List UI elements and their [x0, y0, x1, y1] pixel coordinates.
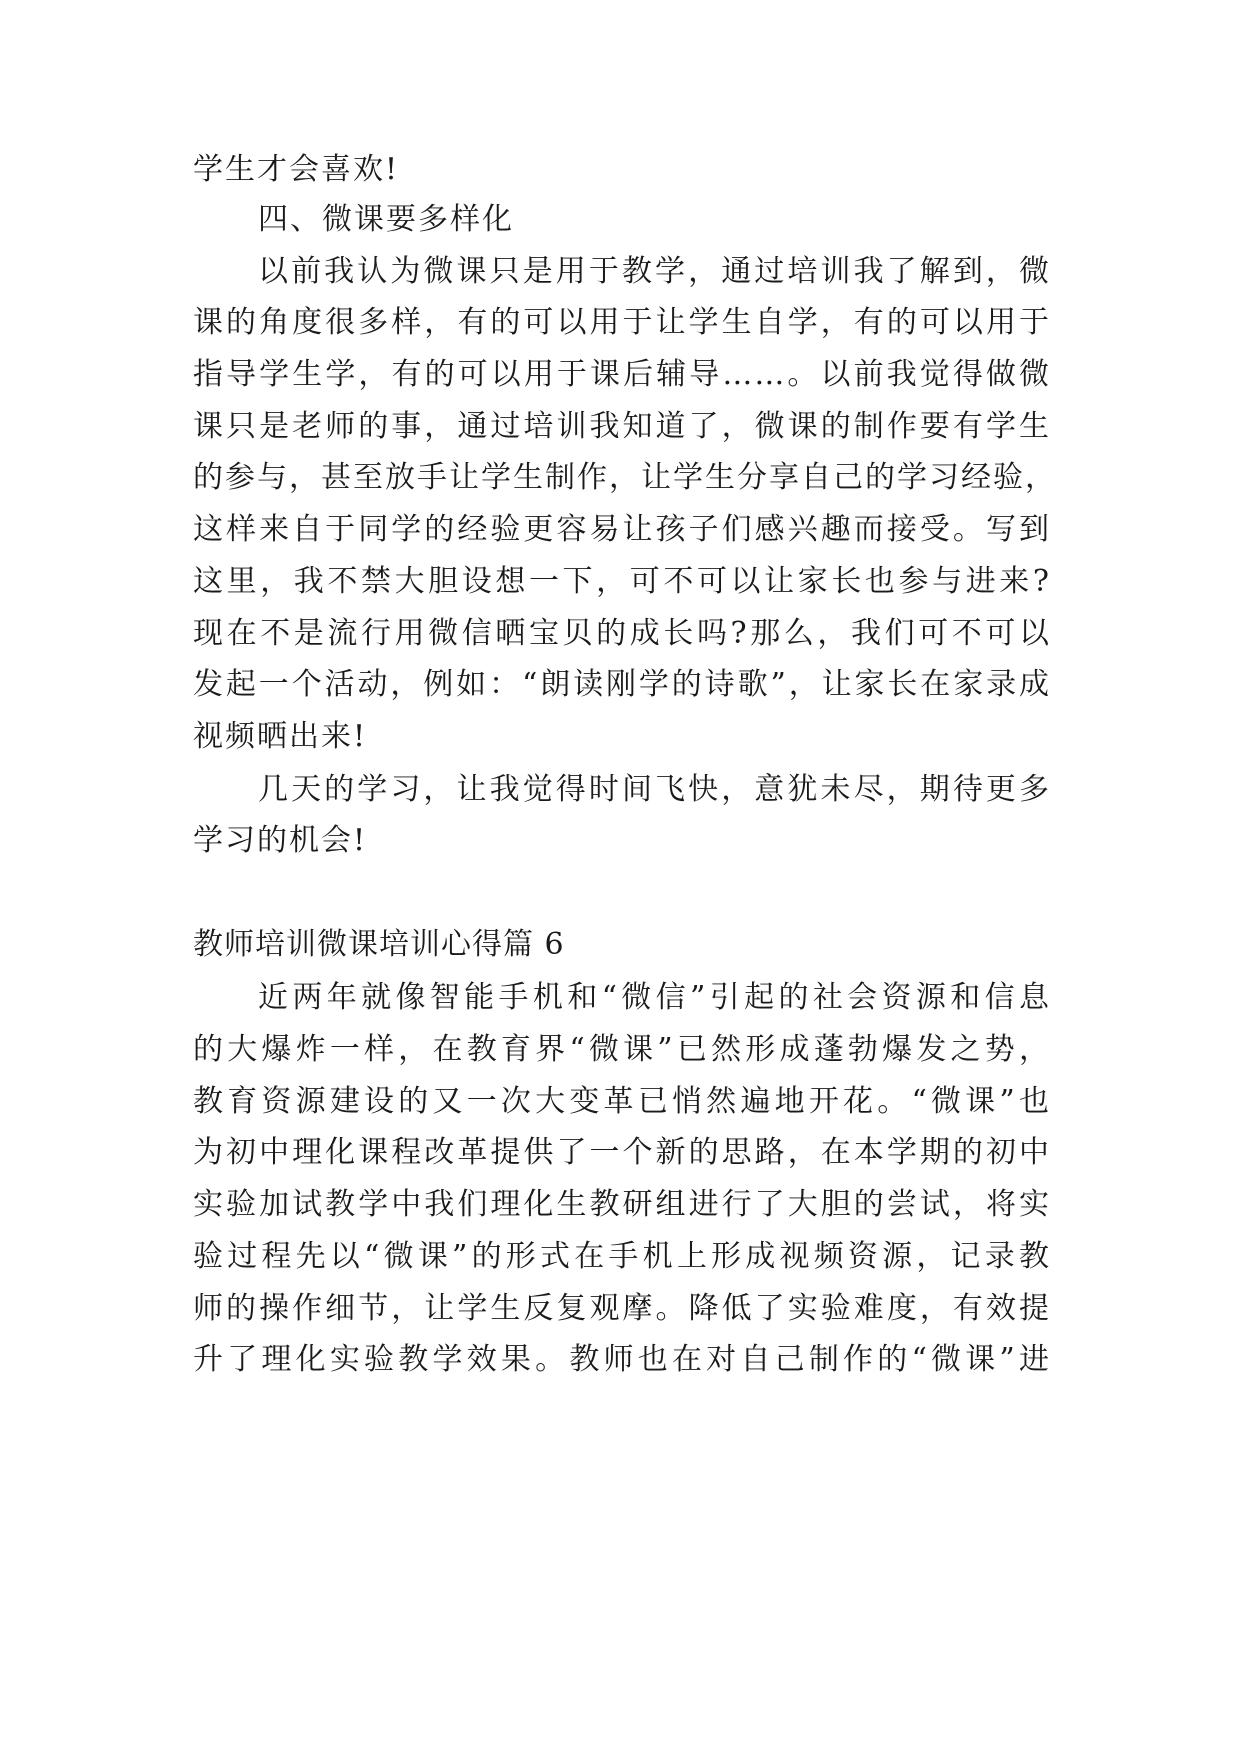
text-line: 视频晒出来!: [193, 719, 368, 754]
text-line: 教育资源建设的又一次大变革已悄然遍地开花。“微课”也: [193, 1084, 1051, 1119]
text-line: 的参与，甚至放手让学生制作，让学生分享自己的学习经验，: [193, 460, 1057, 495]
section-heading: 四、微课要多样化: [258, 202, 514, 237]
text-line: 发起一个活动，例如：“朗读刚学的诗歌”，让家长在家录成: [193, 667, 1051, 702]
text-line: 以前我认为微课只是用于教学，通过培训我了解到，微: [258, 254, 1051, 289]
text-line: 现在不是流行用微信晒宝贝的成长吗?那么，我们可不可以: [193, 616, 1051, 651]
text-line: 指导学生学，有的可以用于课后辅导……。以前我觉得做微: [193, 357, 1051, 392]
text-line: 这里，我不禁大胆设想一下，可不可以让家长也参与进来?: [193, 564, 1051, 599]
text-line: 几天的学习，让我觉得时间飞快，意犹未尽，期待更多: [258, 772, 1051, 807]
text-line: 近两年就像智能手机和“微信”引起的社会资源和信息: [258, 980, 1051, 1015]
text-line: 实验加试教学中我们理化生教研组进行了大胆的尝试，将实: [193, 1187, 1051, 1222]
text-line: 验过程先以“微课”的形式在手机上形成视频资源，记录教: [193, 1239, 1051, 1274]
text-line: 课的角度很多样，有的可以用于让学生自学，有的可以用于: [193, 305, 1051, 340]
text-line: 的大爆炸一样，在教育界“微课”已然形成蓬勃爆发之势，: [193, 1032, 1051, 1067]
text-line: 学习的机会!: [193, 823, 368, 858]
text-line: 学生才会喜欢!: [193, 152, 400, 187]
article-title: 教师培训微课培训心得篇 6: [193, 927, 565, 962]
text-line: 课只是老师的事，通过培训我知道了，微课的制作要有学生: [193, 409, 1051, 444]
text-line: 升了理化实验教学效果。教师也在对自己制作的“微课”进: [193, 1342, 1051, 1377]
text-line: 这样来自于同学的经验更容易让孩子们感兴趣而接受。写到: [193, 512, 1051, 547]
text-line: 师的操作细节，让学生反复观摩。降低了实验难度，有效提: [193, 1291, 1051, 1326]
text-line: 为初中理化课程改革提供了一个新的思路，在本学期的初中: [193, 1135, 1051, 1170]
